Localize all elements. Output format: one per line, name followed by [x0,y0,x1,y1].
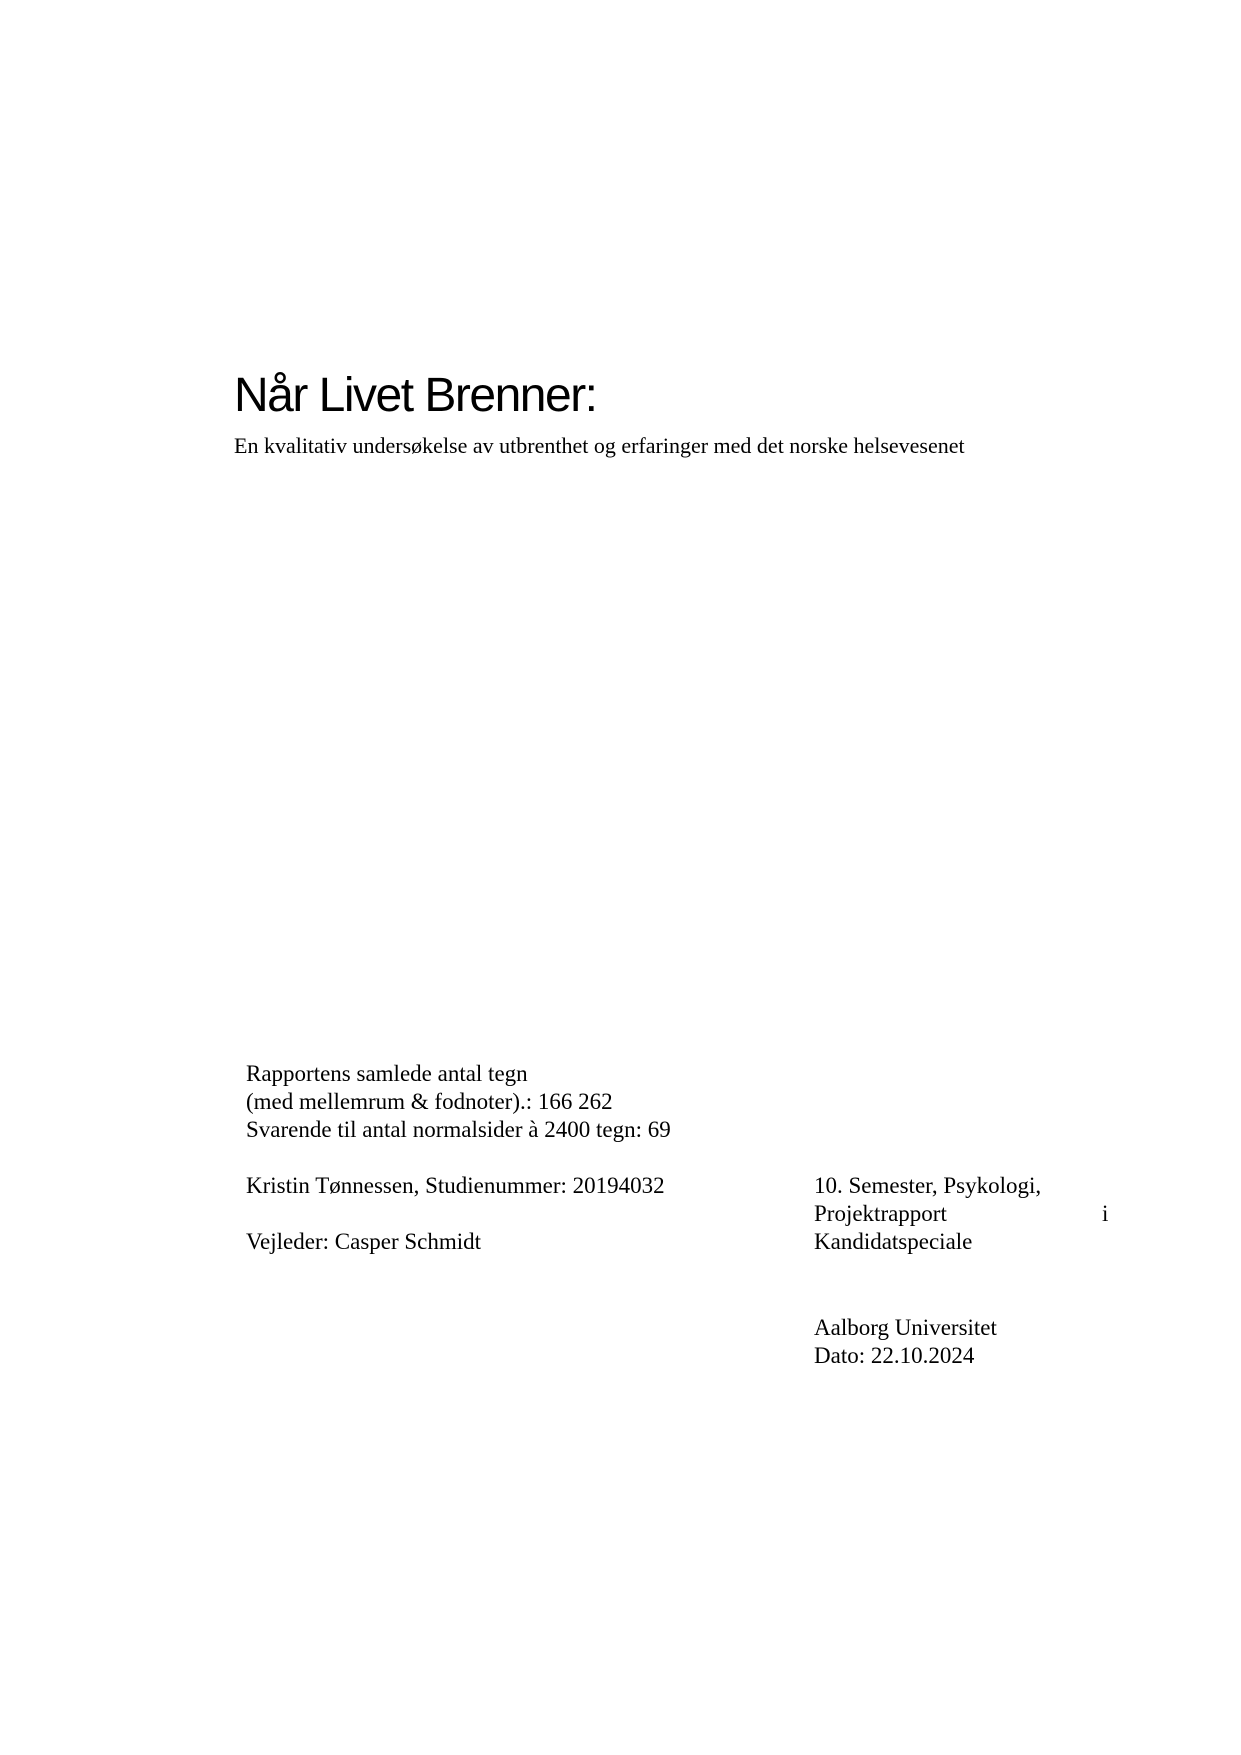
document-title: Når Livet Brenner: [234,369,597,422]
course-semester: 10. Semester, Psykologi, [814,1173,1042,1198]
submission-date: Dato: 22.10.2024 [814,1343,975,1368]
course-report-type: Projektrapport [814,1201,947,1226]
course-thesis-type: Kandidatspeciale [814,1229,973,1254]
university-name: Aalborg Universitet [814,1315,997,1340]
character-count-line-1: Rapportens samlede antal tegn [246,1061,528,1086]
character-count-line-2: (med mellemrum & fodnoter).: 166 262 [246,1089,613,1114]
supervisor-info: Vejleder: Casper Schmidt [246,1229,482,1254]
character-count-block [246,1060,671,1144]
course-info-block [814,1172,1041,1256]
page-number: i [1102,1201,1109,1226]
document-subtitle: En kvalitativ undersøkelse av utbrenthet og erfaringer med det norske helsevesenet [234,433,965,458]
character-count-line-3: Svarende til antal normalsider à 2400 tegn: 69 [246,1117,671,1142]
institution-block [814,1314,997,1370]
author-info: Kristin Tønnessen, Studienummer: 20194032 [246,1173,665,1198]
